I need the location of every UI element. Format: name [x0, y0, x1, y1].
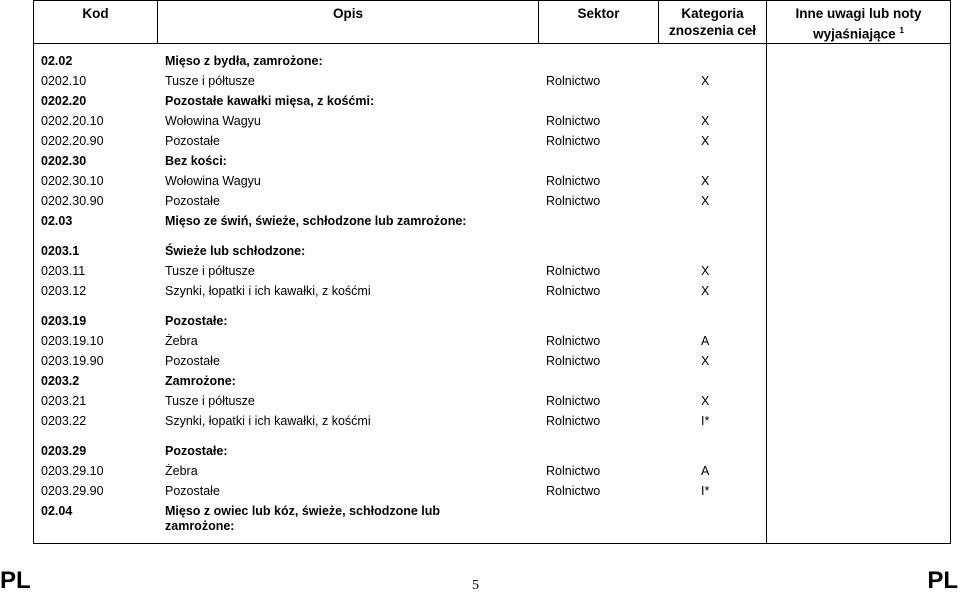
row-sector: Rolnictwo	[546, 193, 601, 208]
row-code: 0203.21	[41, 393, 87, 408]
row-sector: Rolnictwo	[546, 263, 601, 278]
row-code: 0203.29.10	[41, 463, 104, 478]
row-sector: Rolnictwo	[546, 463, 601, 478]
row-description: Pozostałe	[165, 193, 220, 208]
rows-container	[34, 52, 766, 536]
row-code: 0203.22	[41, 413, 87, 428]
header-sektor: Sektor	[539, 1, 659, 44]
table-body-cell	[34, 43, 767, 543]
table-row	[34, 92, 766, 112]
row-sector: Rolnictwo	[546, 333, 601, 348]
table-row	[34, 482, 766, 502]
table-row	[34, 462, 766, 482]
row-code: 0202.30.90	[41, 193, 104, 208]
row-category: X	[701, 263, 710, 278]
row-code: 0203.29.90	[41, 483, 104, 498]
row-category: X	[701, 113, 710, 128]
row-description: Wołowina Wagyu	[165, 173, 261, 188]
row-description: Tusze i półtusze	[165, 263, 255, 278]
table-row	[34, 442, 766, 462]
row-code: 0203.19.90	[41, 353, 104, 368]
row-spacer	[34, 432, 766, 442]
row-code: 0203.12	[41, 283, 87, 298]
table-row	[34, 132, 766, 152]
footer-right-label: PL	[927, 567, 958, 594]
row-description: Wołowina Wagyu	[165, 113, 261, 128]
row-description: Pozostałe	[165, 133, 220, 148]
header-opis: Opis	[158, 1, 539, 44]
row-category: A	[701, 333, 710, 348]
row-sector: Rolnictwo	[546, 483, 601, 498]
row-description: Pozostałe kawałki mięsa, z kośćmi:	[165, 93, 375, 108]
row-sector: Rolnictwo	[546, 283, 601, 298]
table-row	[34, 372, 766, 392]
table-row	[34, 172, 766, 192]
row-description: Pozostałe:	[165, 443, 228, 458]
row-sector: Rolnictwo	[546, 353, 601, 368]
page-number: 5	[472, 578, 479, 593]
row-sector: Rolnictwo	[546, 73, 601, 88]
row-code: 0202.20	[41, 93, 87, 108]
row-description: Szynki, łopatki i ich kawałki, z kośćmi	[165, 283, 371, 298]
table-row	[34, 282, 766, 302]
table-row	[34, 192, 766, 212]
row-code: 0202.20.10	[41, 113, 104, 128]
row-code: 02.04	[41, 503, 73, 518]
row-code: 02.03	[41, 213, 73, 228]
row-description: Żebra	[165, 333, 198, 348]
row-sector: Rolnictwo	[546, 113, 601, 128]
row-category: X	[701, 133, 710, 148]
row-description: Świeże lub schłodzone:	[165, 243, 306, 258]
row-category: I*	[701, 483, 710, 498]
row-category: X	[701, 353, 710, 368]
row-category: X	[701, 393, 710, 408]
row-description: Pozostałe	[165, 483, 220, 498]
row-category: X	[701, 73, 710, 88]
row-code: 0202.10	[41, 73, 87, 88]
row-category: X	[701, 173, 710, 188]
row-code: 0202.30.10	[41, 173, 104, 188]
row-description: Zamrożone:	[165, 373, 236, 388]
row-code: 0203.19.10	[41, 333, 104, 348]
row-description: Mięso ze świń, świeże, schłodzone lub zamrożone:	[165, 213, 467, 228]
table-row	[34, 352, 766, 372]
row-spacer	[34, 302, 766, 312]
row-category: A	[701, 463, 710, 478]
row-sector: Rolnictwo	[546, 393, 601, 408]
notes-column	[767, 43, 951, 543]
row-code: 0203.19	[41, 313, 87, 328]
table-row	[34, 112, 766, 132]
table-row	[34, 52, 766, 72]
header-uwagi: Inne uwagi lub noty wyjaśniające $^1$	[767, 1, 951, 44]
row-category: X	[701, 193, 710, 208]
header-kategoria: Kategoria znoszenia ceł	[659, 1, 767, 44]
table-row	[34, 312, 766, 332]
row-description: Tusze i półtusze	[165, 393, 255, 408]
row-sector: Rolnictwo	[546, 173, 601, 188]
row-description: Mięso z owiec lub kóz, świeże, schłodzone lub zamrożone:	[165, 503, 441, 533]
row-description: Szynki, łopatki i ich kawałki, z kośćmi	[165, 413, 371, 428]
row-description: Żebra	[165, 463, 198, 478]
row-sector: Rolnictwo	[546, 413, 601, 428]
row-code: 0203.2	[41, 373, 80, 388]
row-code: 02.02	[41, 53, 73, 68]
table-row	[34, 72, 766, 92]
table-row	[34, 412, 766, 432]
table-row	[34, 332, 766, 352]
table-row	[34, 242, 766, 262]
table-row	[34, 392, 766, 412]
header-kod: Kod	[34, 1, 158, 44]
row-sector: Rolnictwo	[546, 133, 601, 148]
row-category: X	[701, 283, 710, 298]
row-description: Pozostałe	[165, 353, 220, 368]
row-description: Bez kości:	[165, 153, 227, 168]
row-code: 0202.20.90	[41, 133, 104, 148]
footer-left-label: PL	[0, 567, 31, 594]
row-description: Pozostałe:	[165, 313, 228, 328]
row-code: 0203.11	[41, 263, 86, 278]
row-code: 0203.29	[41, 443, 87, 458]
row-description: Tusze i półtusze	[165, 73, 255, 88]
table-row	[34, 502, 766, 536]
table-row	[34, 212, 766, 232]
row-description: Mięso z bydła, zamrożone:	[165, 53, 323, 68]
row-code: 0202.30	[41, 153, 87, 168]
row-category: I*	[701, 413, 710, 428]
row-spacer	[34, 232, 766, 242]
row-code: 0203.1	[41, 243, 80, 258]
tariff-table	[33, 0, 951, 544]
table-row	[34, 152, 766, 172]
table-row	[34, 262, 766, 282]
